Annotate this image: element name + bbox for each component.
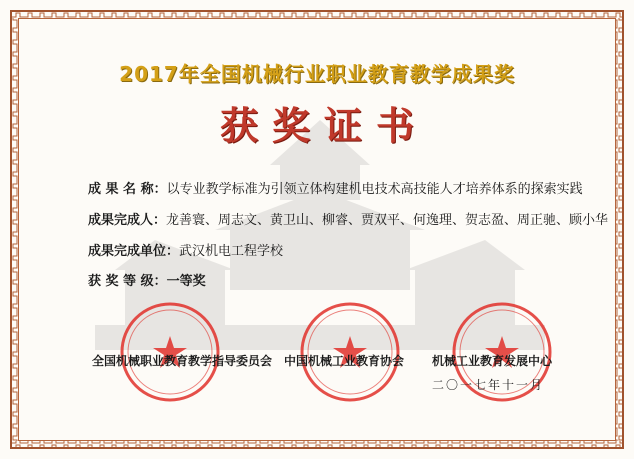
issuer-1: 全国机械职业教育教学指导委员会: [92, 354, 273, 368]
unit-value: 武汉机电工程学校: [179, 244, 284, 259]
certificate-title: 获奖证书: [219, 104, 428, 148]
team-value: 龙善寰、周志文、黄卫山、柳睿、贾双平、何逸理、贺志盈、周正驰、顾小华: [166, 213, 609, 228]
team-row: [88, 209, 608, 228]
achievement-name-label: 成 果 名 称：: [88, 182, 167, 197]
issuer-2: 中国机械工业教育协会: [284, 354, 405, 368]
grade-row: [88, 270, 206, 289]
award-title: 2017年全国机械行业职业教育教学成果奖: [119, 62, 515, 86]
grade-value: 一等奖: [166, 274, 206, 289]
grade-label: 获 奖 等 级：: [88, 274, 167, 289]
issuer-3: 机械工业教育发展中心: [432, 354, 553, 368]
team-label: 成果完成人：: [88, 213, 167, 228]
issue-date: 二〇一七年十一月: [432, 378, 545, 392]
unit-label: 成果完成单位：: [88, 244, 180, 259]
achievement-name-row: [88, 178, 583, 197]
unit-row: [88, 240, 283, 259]
achievement-name-value: 以专业教学标准为引领立体构建机电技术高技能人才培养体系的探索实践: [166, 182, 583, 197]
